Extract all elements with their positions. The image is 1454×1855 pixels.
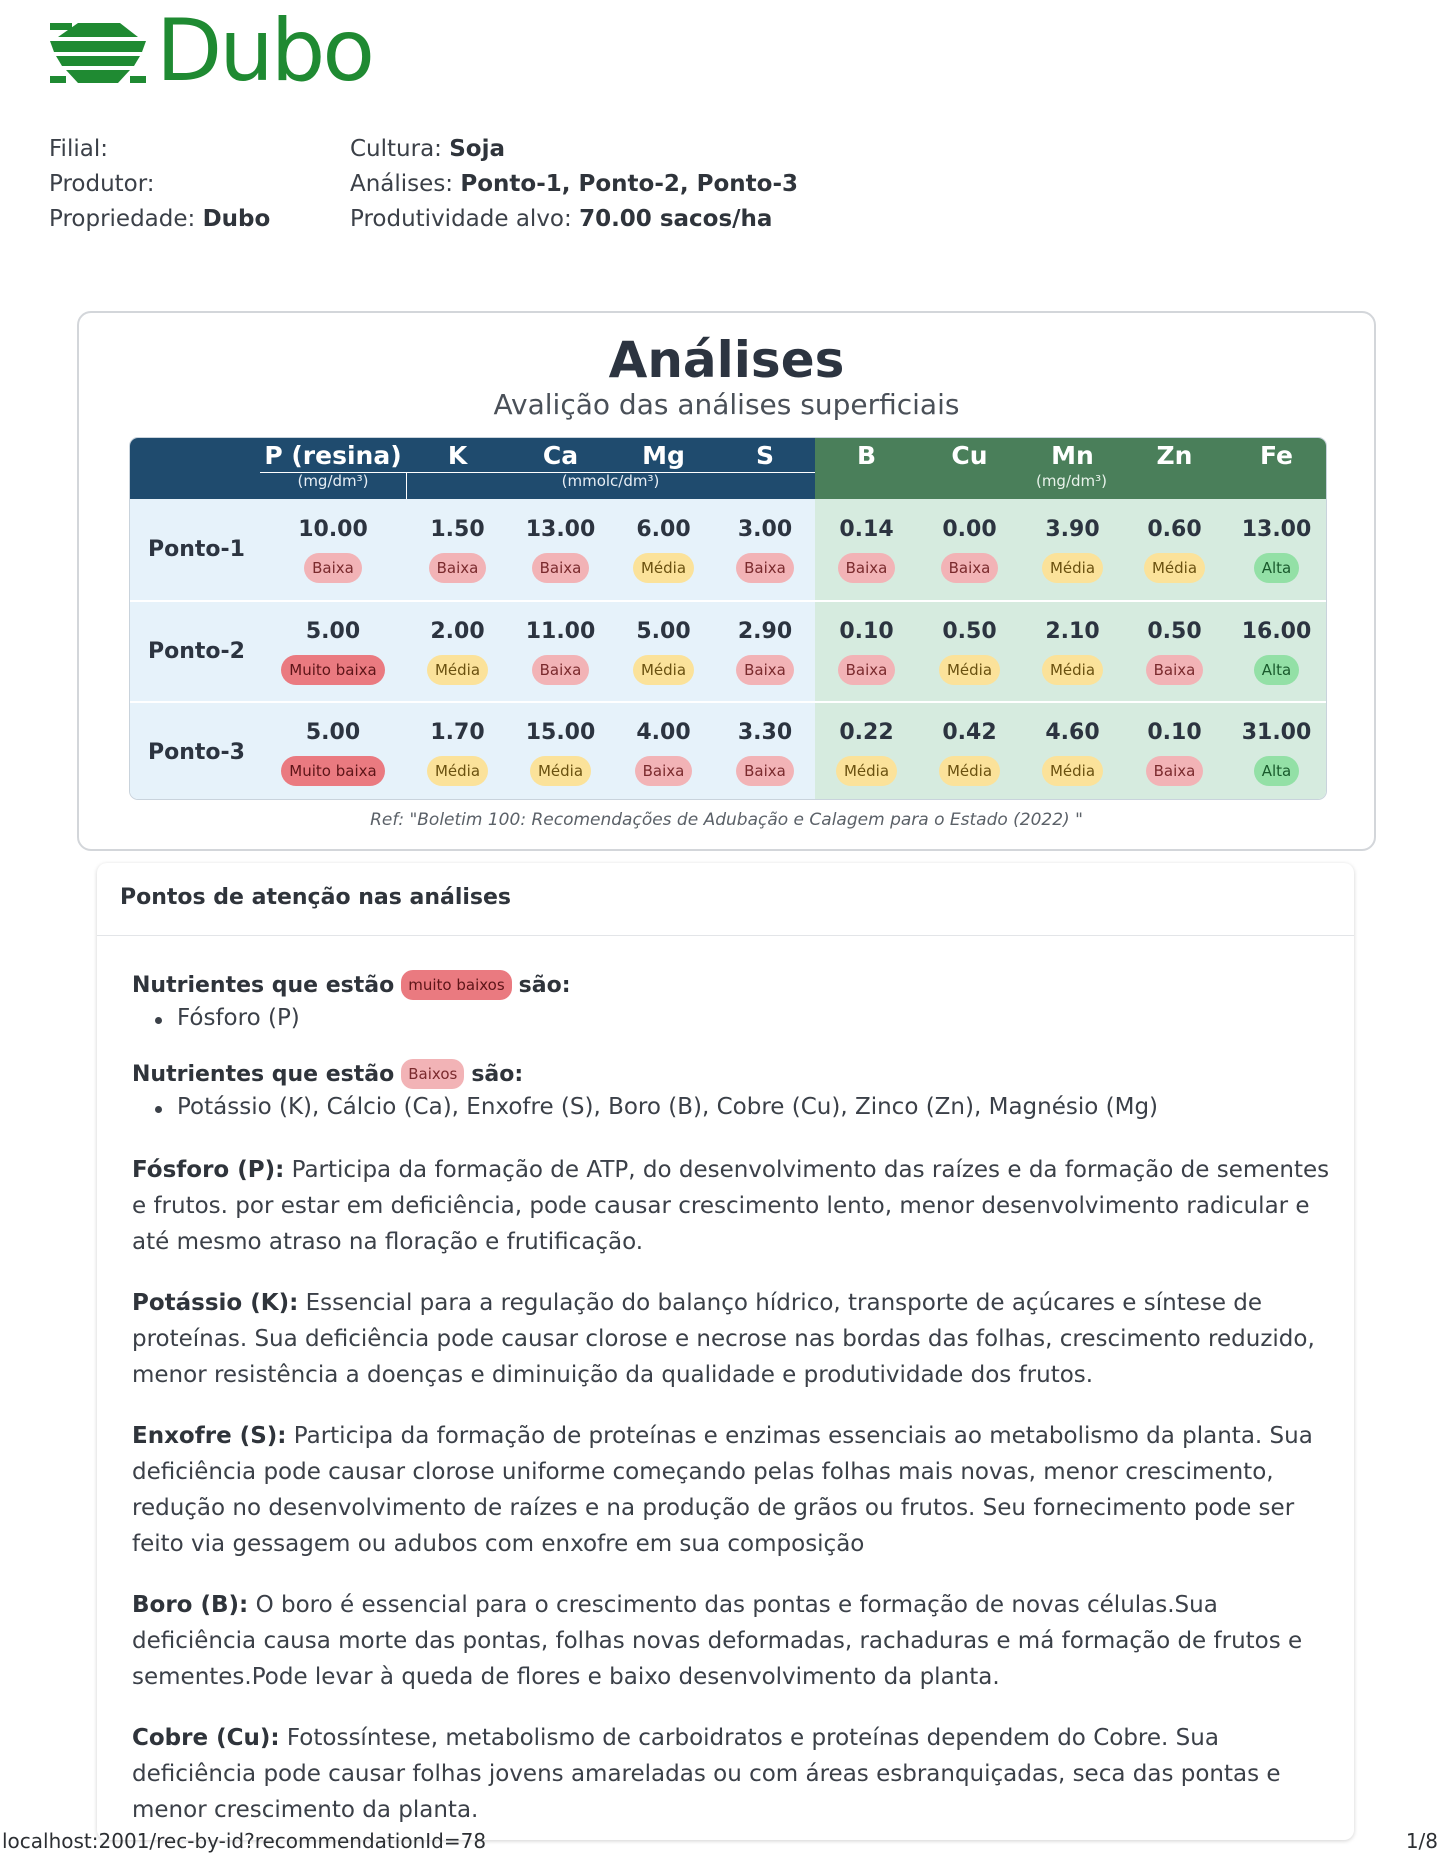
- cell-level: [815, 756, 918, 786]
- cell-level: [1124, 655, 1225, 685]
- cell-value: 10.00: [298, 517, 368, 542]
- level-badge: Baixa: [736, 756, 794, 786]
- level-badge: Média: [1042, 655, 1103, 685]
- nutrient-paragraph-boro: [132, 1587, 1332, 1695]
- row-label: Ponto-2: [148, 639, 245, 664]
- cell-value: 1.50: [430, 517, 485, 542]
- attention-title: Pontos de atenção nas análises: [120, 885, 512, 910]
- body-micro-bg: [815, 499, 1327, 800]
- level-badge: Baixa: [941, 553, 999, 583]
- cell-value: 11.00: [525, 619, 596, 644]
- paragraph-text: Essencial para a regulação do balanço hídrico, transporte de açúcares e síntese de proteínas. Sua deficiência pode causar clorose e necrose nas bordas das folhas, crescimento reduzido, menor resistência a doenças e diminuição da qualidade e produtividade dos frutos.: [132, 1290, 1315, 1388]
- cell-level: [1225, 756, 1327, 786]
- cell-level: [260, 655, 406, 685]
- row-label: Ponto-1: [148, 537, 245, 562]
- produtividade-label: Produtividade alvo:: [350, 206, 572, 232]
- paragraph-text: Participa da formação de proteínas e enzimas essenciais ao metabolismo da planta. Sua deficiência pode causar clorose uniforme começando pelas folhas mais novas, menor crescimento, redução no desenvolvimento de raízes e na produção de grãos ou frutos. Seu fornecimento pode ser feito via gessagem ou adubos com enxofre em sua composição: [132, 1423, 1313, 1557]
- very-low-heading: [132, 970, 571, 1000]
- cell-value: 0.22: [839, 720, 894, 745]
- level-badge: Média: [633, 553, 694, 583]
- meta-right: [350, 132, 798, 237]
- cell-level: [612, 553, 715, 583]
- level-badge: Baixa: [1146, 756, 1204, 786]
- meta-left: [49, 132, 270, 237]
- level-badge: Muito baixa: [281, 655, 384, 685]
- paragraph-text: Participa da formação de ATP, do desenvolvimento das raízes e da formação de sementes e frutos. por estar em deficiência, pode causar crescimento lento, menor desenvolvimento radicular e até mesmo atraso na floração e frutificação.: [132, 1157, 1330, 1255]
- cell-value: 1.70: [430, 720, 485, 745]
- low-heading: [132, 1059, 523, 1089]
- cell-value: 0.14: [839, 517, 894, 542]
- level-badge: Baixa: [1146, 655, 1204, 685]
- low-list-item: Potássio (K), Cálcio (Ca), Enxofre (S), Boro (B), Cobre (Cu), Zinco (Zn), Magnésio (Mg): [177, 1094, 1159, 1120]
- level-badge: Baixa: [429, 553, 487, 583]
- cell-value: 2.10: [1045, 619, 1100, 644]
- cell-level: [406, 756, 509, 786]
- analises-table: [129, 437, 1327, 800]
- cell-value: 2.00: [430, 619, 485, 644]
- cell-value: 3.00: [737, 517, 793, 542]
- very-low-suffix: são:: [518, 972, 571, 998]
- filial-row: [49, 132, 270, 167]
- cell-level: [918, 655, 1021, 685]
- analises-card: [77, 311, 1376, 851]
- propriedade-label: Propriedade:: [49, 206, 196, 232]
- cell-value: 4.00: [636, 720, 691, 745]
- analises-subtitle: Avalição das análises superficiais: [493, 388, 960, 421]
- attention-card: [97, 863, 1354, 1840]
- column-header: Zn: [1156, 441, 1193, 470]
- level-badge: Baixa: [635, 756, 693, 786]
- level-badge: Baixa: [304, 553, 362, 583]
- cell-level: [1225, 553, 1327, 583]
- analises-row: [350, 167, 798, 202]
- paragraph-title: Enxofre (S):: [132, 1423, 287, 1449]
- paragraph-title: Fósforo (P):: [132, 1157, 285, 1183]
- cell-value: 3.90: [1045, 517, 1100, 542]
- logo-wordmark: Dubo: [156, 1, 372, 101]
- propriedade-row: [49, 202, 270, 237]
- cell-level: [1124, 756, 1225, 786]
- cell-level: [918, 553, 1021, 583]
- cell-level: [260, 553, 406, 583]
- level-badge: Média: [1042, 756, 1103, 786]
- cultura-label: Cultura:: [350, 136, 442, 162]
- level-badge: Média: [836, 756, 897, 786]
- cell-value: 13.00: [1241, 517, 1312, 542]
- cell-value: 5.00: [305, 619, 361, 644]
- dubo-logo-icon: [50, 21, 146, 87]
- low-suffix: são:: [471, 1061, 524, 1087]
- level-badge: Baixa: [532, 655, 590, 685]
- cell-level: [1225, 655, 1327, 685]
- paragraph-title: Cobre (Cu):: [132, 1725, 280, 1751]
- cell-level: [815, 553, 918, 583]
- cell-value: 0.42: [942, 720, 997, 745]
- nutrient-paragraph-potassio: [132, 1285, 1332, 1393]
- low-badge: Baixos: [401, 1059, 464, 1089]
- column-header: B: [856, 441, 877, 470]
- very-low-badge: muito baixos: [401, 970, 511, 1000]
- column-header: Ca: [542, 441, 579, 470]
- level-badge: Média: [427, 756, 488, 786]
- level-badge: Média: [939, 756, 1000, 786]
- cell-level: [715, 655, 815, 685]
- level-badge: Média: [1144, 553, 1205, 583]
- produtividade-value: 70.00 sacos/ha: [579, 206, 773, 232]
- nutrient-paragraph-fosforo: [132, 1152, 1332, 1260]
- cell-level: [406, 655, 509, 685]
- cell-value: 31.00: [1241, 720, 1312, 745]
- cell-level: [509, 553, 612, 583]
- cell-level: [406, 553, 509, 583]
- cultura-row: [350, 132, 798, 167]
- reference-note: Ref: "Boletim 100: Recomendações de Adubação e Calagem para o Estado (2022) ": [370, 810, 1083, 830]
- level-badge: Baixa: [736, 655, 794, 685]
- cell-value: 0.00: [942, 517, 997, 542]
- cell-level: [612, 756, 715, 786]
- attention-header: [97, 863, 1354, 936]
- column-header: P (resina): [264, 441, 402, 470]
- level-badge: Baixa: [838, 553, 896, 583]
- level-badge: Média: [530, 756, 591, 786]
- paragraph-text: Fotossíntese, metabolismo de carboidratos e proteínas dependem do Cobre. Sua deficiência pode causar folhas jovens amareladas ou com áreas esbranquiçadas, seca das pontas e menor crescimento da planta.: [132, 1725, 1281, 1823]
- analises-value: Ponto-1, Ponto-2, Ponto-3: [460, 171, 798, 197]
- paragraph-title: Potássio (K):: [132, 1290, 299, 1316]
- cell-level: [612, 655, 715, 685]
- produtividade-row: [350, 202, 798, 237]
- row-label: Ponto-3: [148, 740, 245, 765]
- cell-value: 0.60: [1147, 517, 1202, 542]
- level-badge: Baixa: [838, 655, 896, 685]
- column-header: S: [755, 441, 774, 470]
- cell-level: [509, 756, 612, 786]
- cell-value: 0.10: [839, 619, 894, 644]
- cell-level: [715, 756, 815, 786]
- level-badge: Média: [427, 655, 488, 685]
- level-badge: Alta: [1254, 655, 1300, 685]
- page-url: localhost:2001/rec-by-id?recommendationId=78: [2, 1829, 487, 1853]
- cell-value: 5.00: [305, 720, 361, 745]
- cell-value: 16.00: [1241, 619, 1312, 644]
- cell-level: [918, 756, 1021, 786]
- cell-level: [815, 655, 918, 685]
- cell-value: 4.60: [1045, 720, 1100, 745]
- level-badge: Baixa: [736, 553, 794, 583]
- level-badge: Média: [1042, 553, 1103, 583]
- paragraph-title: Boro (B):: [132, 1592, 249, 1618]
- column-header: Cu: [951, 441, 988, 470]
- unit-p: (mg/dm³): [297, 472, 369, 490]
- level-badge: Muito baixa: [281, 756, 384, 786]
- cell-level: [509, 655, 612, 685]
- level-badge: Alta: [1254, 756, 1300, 786]
- dubo-logo: [50, 1, 372, 101]
- page-number: 1/8: [1405, 1829, 1438, 1853]
- row-divider: [130, 600, 1327, 602]
- paragraph-text: O boro é essencial para o crescimento das pontas e formação de novas células.Sua deficiência causa morte das pontas, folhas novas deformadas, rachaduras e má formação de frutos e sementes.Pode levar à queda de flores e baixo desenvolvimento da planta.: [132, 1592, 1303, 1690]
- level-badge: Média: [939, 655, 1000, 685]
- low-prefix: Nutrientes que estão: [132, 1061, 395, 1087]
- cell-value: 0.50: [1147, 619, 1202, 644]
- cell-value: 2.90: [737, 619, 793, 644]
- analises-label: Análises:: [350, 171, 454, 197]
- propriedade-value: Dubo: [202, 206, 271, 232]
- nutrient-paragraph-enxofre: [132, 1418, 1332, 1562]
- produtor-label: Produtor:: [49, 171, 155, 197]
- unit-micro: (mg/dm³): [1035, 472, 1108, 490]
- very-low-prefix: Nutrientes que estão: [132, 972, 395, 998]
- filial-label: Filial:: [49, 136, 108, 162]
- cell-level: [1021, 553, 1124, 583]
- cultura-value: Soja: [449, 136, 506, 162]
- cell-value: 3.30: [737, 720, 793, 745]
- cell-level: [1124, 553, 1225, 583]
- cell-level: [715, 553, 815, 583]
- cell-value: 0.10: [1147, 720, 1202, 745]
- analises-title: Análises: [608, 331, 845, 389]
- cell-level: [260, 756, 406, 786]
- column-header: Mg: [642, 441, 685, 470]
- column-header: Fe: [1259, 441, 1294, 470]
- cell-value: 15.00: [525, 720, 596, 745]
- column-header: Mn: [1051, 441, 1094, 470]
- produtor-row: [49, 167, 270, 202]
- unit-mmol: (mmolc/dm³): [561, 472, 660, 490]
- cell-value: 0.50: [942, 619, 997, 644]
- cell-level: [1021, 756, 1124, 786]
- nutrient-paragraph-cobre: [132, 1720, 1332, 1828]
- level-badge: Alta: [1254, 553, 1300, 583]
- cell-level: [1021, 655, 1124, 685]
- cell-value: 13.00: [525, 517, 596, 542]
- cell-value: 5.00: [636, 619, 691, 644]
- very-low-list-item: Fósforo (P): [177, 1005, 300, 1031]
- row-divider: [130, 701, 1327, 703]
- level-badge: Baixa: [532, 553, 590, 583]
- column-header: K: [447, 441, 468, 470]
- level-badge: Média: [633, 655, 694, 685]
- cell-value: 6.00: [636, 517, 691, 542]
